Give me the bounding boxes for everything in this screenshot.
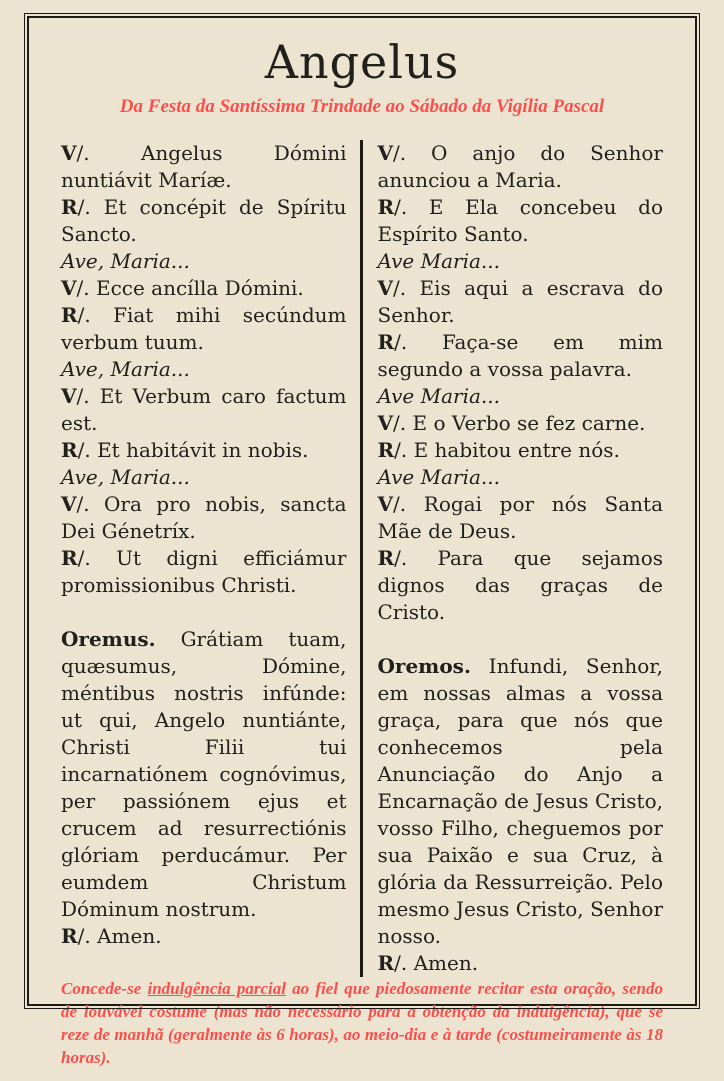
versicle-line: V/. E o Verbo se fez carne. bbox=[377, 411, 646, 435]
response-line: R/. E Ela concebeu do Espírito Santo. bbox=[377, 195, 663, 246]
verse-prefix: V bbox=[377, 141, 394, 165]
page-title: Angelus bbox=[264, 35, 460, 89]
verse-prefix: V bbox=[61, 384, 77, 408]
rubric-line: Ave, Maria... bbox=[61, 465, 190, 489]
versicle-line: V/. Eis aqui a escrava do Senhor. bbox=[377, 276, 663, 327]
verse-prefix: R bbox=[61, 195, 78, 219]
latin-column bbox=[61, 140, 360, 977]
verse-prefix: V bbox=[61, 492, 77, 516]
verse-prefix: R bbox=[61, 546, 78, 570]
card-header bbox=[29, 18, 695, 119]
rubric-line: Ave, Maria... bbox=[61, 357, 190, 381]
amen-line: R/. Amen. bbox=[61, 924, 162, 948]
verse-prefix: R bbox=[61, 303, 78, 327]
verse-prefix: V bbox=[377, 492, 394, 516]
indulgence-note bbox=[29, 977, 695, 1081]
versicle-line: V/. Et Verbum caro factum est. bbox=[61, 384, 347, 435]
response-line: R/. Fiat mihi secúndum verbum tuum. bbox=[61, 303, 347, 354]
verse-prefix: R bbox=[377, 546, 395, 570]
response-line: R/. Et concépit de Spíritu Sancto. bbox=[61, 195, 347, 246]
rubric-line: Ave Maria... bbox=[377, 249, 500, 273]
rubric-line: Ave Maria... bbox=[377, 465, 500, 489]
portuguese-column bbox=[363, 140, 664, 977]
response-line: R/. E habitou entre nós. bbox=[377, 438, 620, 462]
verse-prefix: R bbox=[377, 330, 395, 354]
response-line: R/. Et habitávit in nobis. bbox=[61, 438, 309, 462]
versicle-line: V/. Ora pro nobis, sancta Dei Génetríx. bbox=[61, 492, 347, 543]
prayer-lead: Oremos. bbox=[377, 654, 471, 678]
verse-prefix: R bbox=[377, 195, 395, 219]
verse-prefix: V bbox=[377, 411, 394, 435]
collect-prayer: Oremus. Grátiam tuam, quæsumus, Dómine, méntibus nostris infúnde: ut qui, Angelo nuntiánte, Christi Filii tui incarnatiónem cognóvimus, per passiónem ejus et crucem ad resurrectiónis glóriam perducámur. Per eumdem Christum Dóminum nostrum. bbox=[61, 627, 347, 921]
verse-prefix: R bbox=[61, 924, 78, 948]
verse-prefix: R bbox=[377, 438, 395, 462]
verse-prefix: R bbox=[61, 438, 78, 462]
prayer-card bbox=[27, 16, 697, 1067]
rubric-line: Ave, Maria... bbox=[61, 249, 190, 273]
versicle-line: V/. Angelus Dómini nuntiávit Maríæ. bbox=[61, 141, 347, 192]
indulgence-note-text bbox=[61, 977, 663, 1069]
note-body: ao fiel que piedosamente recitar esta oração, sendo de louvável costume (mas não necessário para a obtenção da indulgência), que se reze de manhã (geralmente às 6 horas), ao meio-dia e à tarde (costumeiramente às 18 horas). bbox=[61, 979, 663, 1067]
prayer-lead: Oremus. bbox=[61, 627, 156, 651]
response-line: R/. Ut digni efficiámur promissionibus Christi. bbox=[61, 546, 347, 597]
rubric-line: Ave Maria... bbox=[377, 384, 500, 408]
indulgence-emphasis: indulgência parcial bbox=[147, 979, 286, 998]
amen-line: R/. Amen. bbox=[377, 951, 479, 975]
page-subtitle: Da Festa da Santíssima Trindade ao Sábado da Vigília Pascal bbox=[119, 96, 605, 117]
response-line: R/. Faça-se em mim segundo a vossa palavra. bbox=[377, 330, 663, 381]
note-lead: Concede-se bbox=[61, 979, 148, 998]
verse-prefix: V bbox=[61, 141, 77, 165]
verse-prefix: R bbox=[377, 951, 395, 975]
verse-prefix: V bbox=[61, 276, 77, 300]
versicle-line: V/. Ecce ancílla Dómini. bbox=[61, 276, 304, 300]
collect-prayer: Oremos. Infundi, Senhor, em nossas almas a vossa graça, para que nós que conhecemos pela Anunciação do Anjo a Encarnação de Jesus Cristo, vosso Filho, cheguemos por sua Paixão e sua Cruz, à glória da Ressurreição. Pelo mesmo Jesus Cristo, Senhor nosso. bbox=[377, 654, 663, 948]
versicle-line: V/. O anjo do Senhor anunciou a Maria. bbox=[377, 141, 663, 192]
prayer-columns bbox=[29, 140, 695, 977]
versicle-line: V/. Rogai por nós Santa Mãe de Deus. bbox=[377, 492, 663, 543]
response-line: R/. Para que sejamos dignos das graças de Cristo. bbox=[377, 546, 663, 624]
verse-prefix: V bbox=[377, 276, 394, 300]
